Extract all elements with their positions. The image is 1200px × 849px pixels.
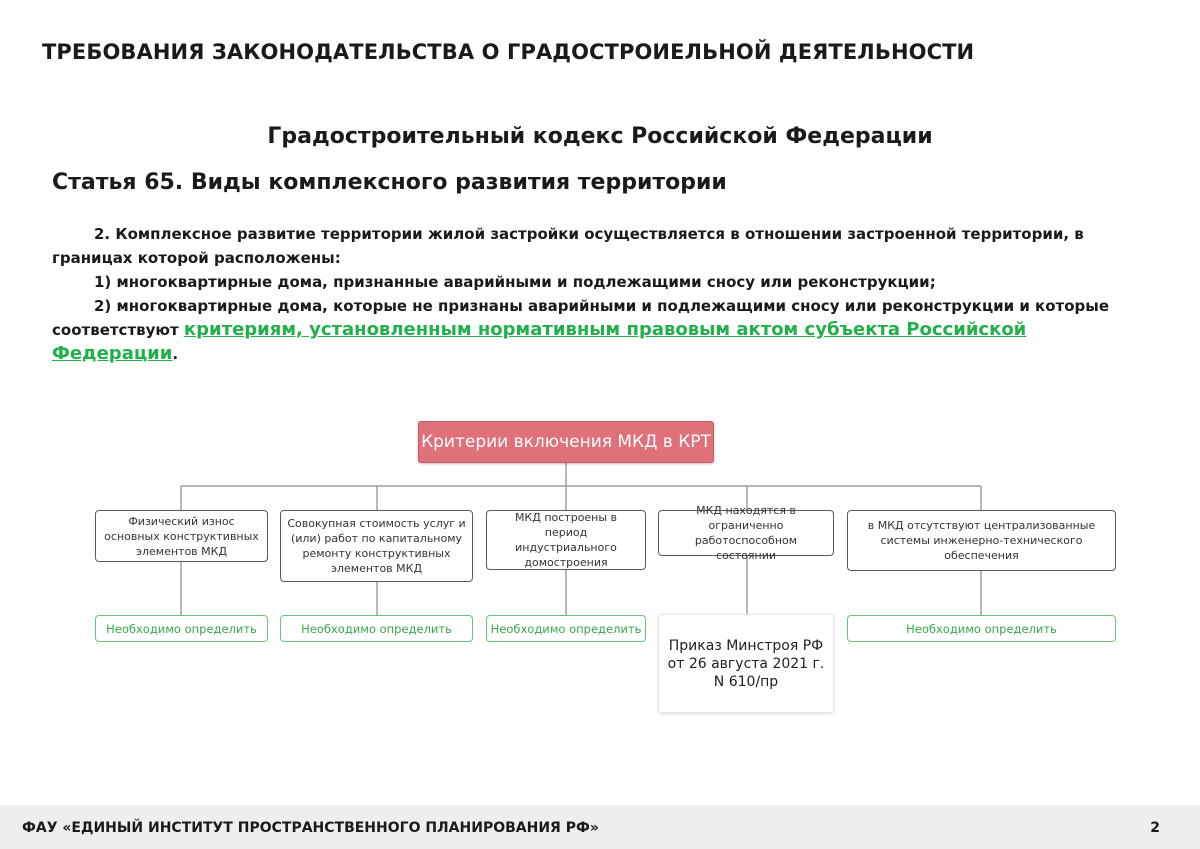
ministry-order-box: Приказ Минстроя РФ от 26 августа 2021 г. N 610/пр — [658, 614, 834, 713]
footer-bar — [0, 805, 1200, 849]
criterion-no-utilities: в МКД отсутствуют централизованные системы инженерно-технического обеспечения — [847, 510, 1116, 571]
page-number: 2 — [1150, 820, 1160, 836]
footer-organization: ФАУ «ЕДИНЫЙ ИНСТИТУТ ПРОСТРАНСТВЕННОГО ПЛАНИРОВАНИЯ РФ» — [22, 820, 599, 836]
criterion-repair-cost: Совокупная стоимость услуг и (или) работ по капитальному ремонту конструктивных элементов МКД — [280, 510, 473, 582]
code-title: Градостроительный кодекс Российской Федерации — [267, 124, 933, 149]
slide-title: ТРЕБОВАНИЯ ЗАКОНОДАТЕЛЬСТВА О ГРАДОСТРОИЕЛЬНОЙ ДЕЯТЕЛЬНОСТИ — [42, 40, 975, 64]
need-box-2: Необходимо определить — [280, 615, 473, 642]
root-criteria-box: Критерии включения МКД в КРТ — [418, 421, 714, 463]
item-1: 1) многоквартирные дома, признанные аварийными и подлежащими сносу или реконструкции; — [94, 273, 936, 291]
paragraph-2: 2. Комплексное развитие территории жилой застройки осуществляется в отношении застроенной территории, в границах которой расположены: — [52, 225, 1084, 267]
need-box-5: Необходимо определить — [847, 615, 1116, 642]
item-2-end: . — [172, 345, 179, 363]
need-box-1: Необходимо определить — [95, 615, 268, 642]
item-2-text: 2) многоквартирные дома, которые не признаны аварийными и подлежащими сносу или реконструкции и которые соответствуют — [52, 297, 1110, 339]
criteria-link[interactable]: критериям, установленным нормативным правовым актом субъекта Российской Федерации — [52, 319, 1027, 364]
article-title: Статья 65. Виды комплексного развития территории — [52, 170, 727, 195]
criterion-physical-wear: Физический износ основных конструктивных элементов МКД — [95, 510, 268, 562]
criterion-limited-operability: МКД находятся в ограниченно работоспособном состоянии — [658, 510, 834, 556]
need-box-3: Необходимо определить — [486, 615, 646, 642]
criterion-industrial-construction: МКД построены в период индустриального домостроения — [486, 510, 646, 570]
